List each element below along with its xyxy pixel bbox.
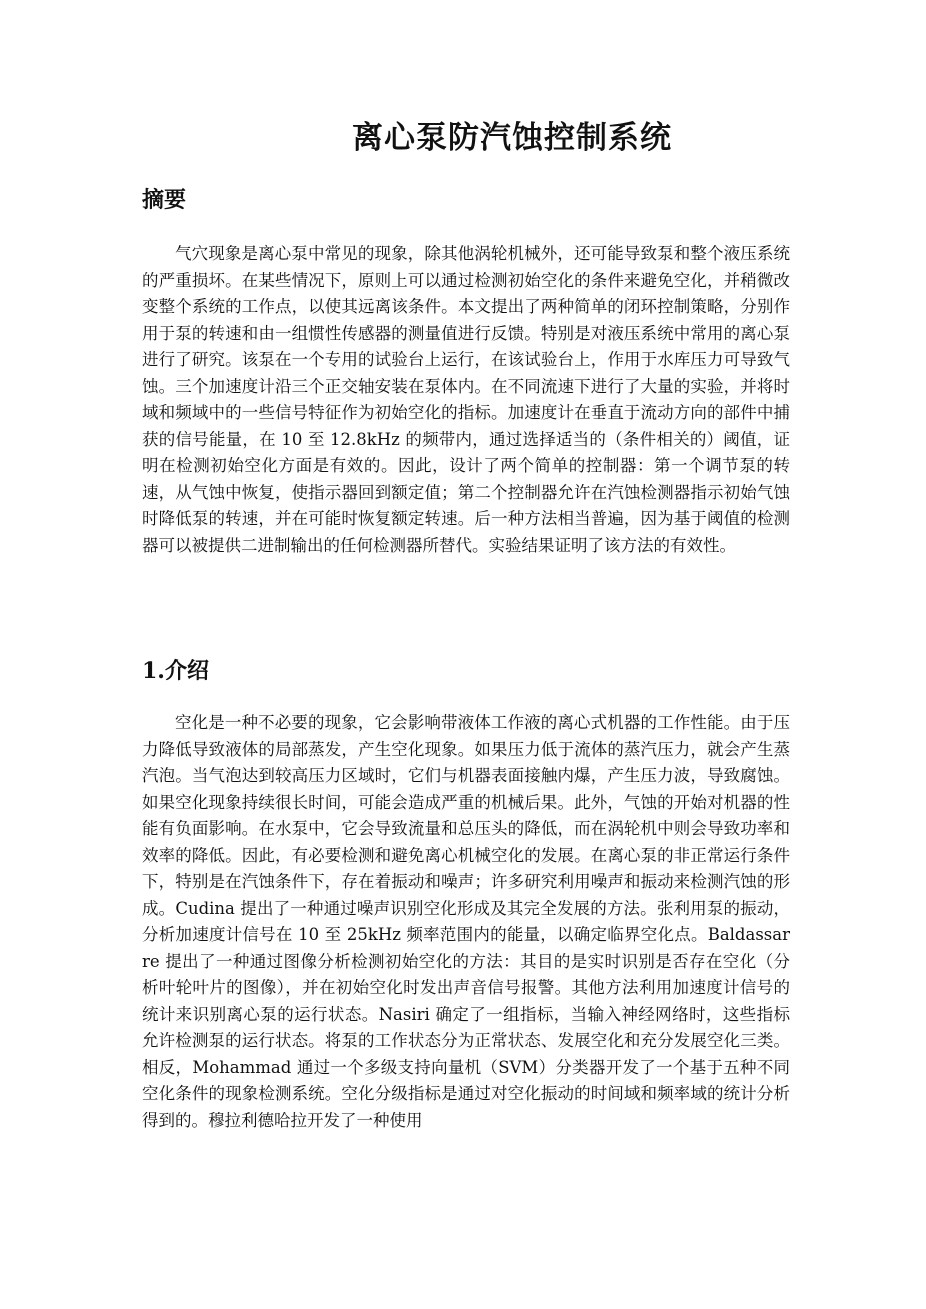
document-title: 离心泵防汽蚀控制系统 [352,120,672,156]
introduction-paragraph: 空化是一种不必要的现象，它会影响带液体工作液的离心式机器的工作性能。由于压力降低导致液体的局部蒸发，产生空化现象。如果压力低于流体的蒸汽压力，就会产生蒸汽泡。当气泡达到较高压力区域时，它们与机器表面接触内爆，产生压力波，导致腐蚀。如果空化现象持续很长时间，可能会造成严重的机械后果。此外，气蚀的开始对机器的性能有负面影响。在水泵中，它会导致流量和总压头的降低，而在涡轮机中则会导致功率和效率的降低。因此，有必要检测和避免离心机械空化的发展。在离心泵的非正常运行条件下，特别是在汽蚀条件下，存在着振动和噪声；许多研究利用噪声和振动来检测汽蚀的形成。Cudina 提出了一种通过噪声识别空化形成及其完全发展的方法。张利用泵的振动，分析加速度计信号在 10 至 25kHz 频率范围内的能量，以确定临界空化点。Baldassarre 提出了一种通过图像分析检测初始空化的方法：其目的是实时识别是否存在空化（分析叶轮叶片的图像），并在初始空化时发出声音信号报警。其他方法利用加速度计信号的统计来识别离心泵的运行状态。Nasiri 确定了一组指标，当输入神经网络时，这些指标允许检测泵的运行状态。将泵的工作状态分为正常状态、发展空化和充分发展空化三类。相反，Mohammad 通过一个多级支持向量机（SVM）分类器开发了一个基于五种不同空化条件的现象检测系统。空化分级指标是通过对空化振动的时间域和频率域的统计分析得到的。穆拉利德哈拉开发了一种使用 [142,713,790,1130]
abstract-heading: 摘要 [142,187,187,213]
introduction-heading: 1.介绍 [142,658,209,684]
abstract-paragraph: 气穴现象是离心泵中常见的现象，除其他涡轮机械外，还可能导致泵和整个液压系统的严重损坏。在某些情况下，原则上可以通过检测初始空化的条件来避免空化，并稍微改变整个系统的工作点，以使其远离该条件。本文提出了两种简单的闭环控制策略，分别作用于泵的转速和由一组惯性传感器的测量值进行反馈。特别是对液压系统中常用的离心泵进行了研究。该泵在一个专用的试验台上运行，在该试验台上，作用于水库压力可导致气蚀。三个加速度计沿三个正交轴安装在泵体内。在不同流速下进行了大量的实验，并将时域和频域中的一些信号特征作为初始空化的指标。加速度计在垂直于流动方向的部件中捕获的信号能量，在 10 至 12.8kHz 的频带内，通过选择适当的（条件相关的）阈值，证明在检测初始空化方面是有效的。因此，设计了两个简单的控制器：第一个调节泵的转速，从气蚀中恢复，使指示器回到额定值；第二个控制器允许在汽蚀检测器指示初始气蚀时降低泵的转速，并在可能时恢复额定转速。后一种方法相当普遍，因为基于阈值的检测器可以被提供二进制输出的任何检测器所替代。实验结果证明了该方法的有效性。 [142,244,790,555]
